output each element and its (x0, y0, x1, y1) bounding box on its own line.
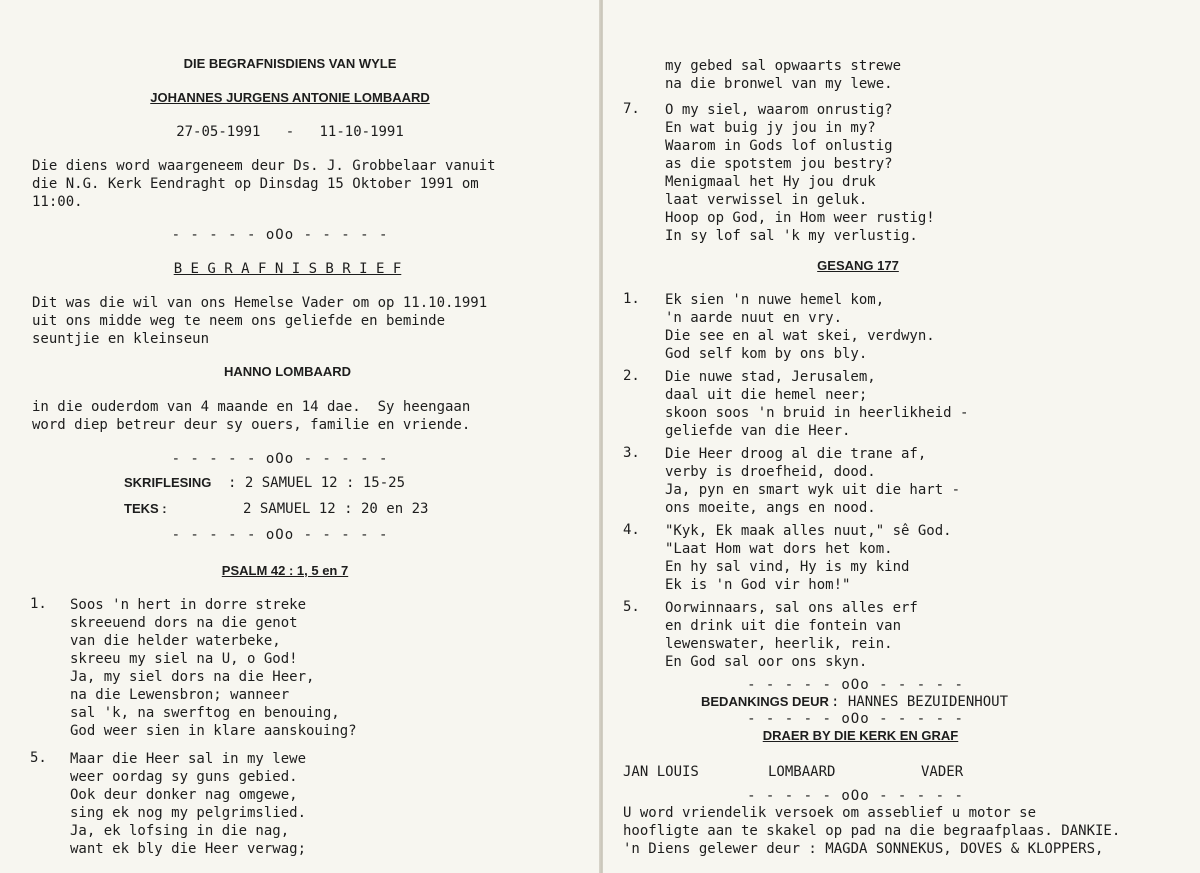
separator: - - - - - oOo - - - - - (747, 711, 964, 727)
deceased-full-name: JOHANNES JURGENS ANTONIE LOMBAARD (150, 90, 430, 105)
psalm-verse-1: Soos 'n hert in dorre streke skreeuend dors na die genot van die helder waterbeke, skreeu my siel na U, o God! Ja, my siel dors na die Heer, na die Lewensbron; wanneer sal 'k, na swerftog en benouing, God weer sien in klare aanskouing? (70, 597, 357, 739)
gesang-verse-2: Die nuwe stad, Jerusalem, daal uit die hemel neer; skoon soos 'n bruid in heerlikheid - geliefde van die Heer. (665, 369, 969, 439)
right-page (603, 0, 1200, 873)
bearer-first-name: JAN LOUIS (623, 764, 699, 780)
psalm-title: PSALM 42 : 1, 5 en 7 (221, 563, 349, 578)
verse-number: 1. (30, 596, 47, 612)
verse-number: 3. (623, 445, 640, 461)
text-value: 2 SAMUEL 12 : 20 en 23 (243, 501, 429, 517)
thanks-value: : HANNES BEZUIDENHOUT (831, 694, 1009, 710)
child-name: HANNO LOMBAARD (223, 364, 352, 379)
verse-number: 5. (30, 750, 47, 766)
service-details: Die diens word waargeneem deur Ds. J. Grobbelaar vanuit die N.G. Kerk Eendraght op Dinsdag 15 Oktober 1991 om 11:00. (32, 158, 496, 210)
letter-text: Dit was die wil van ons Hemelse Vader om op 11.10.1991 uit ons midde weg te neem ons geliefde en beminde seuntjie en kleinseun (32, 295, 488, 347)
separator: - - - - - oOo - - - - - (171, 227, 389, 243)
closing-text: U word vriendelik versoek om asseblief u motor se hoofligte aan te skakel op pad na die begraafplaas. DANKIE. 'n Diens gelewer deur : MAGDA SONNEKUS, DOVES & KLOPPERS, (623, 805, 1121, 857)
verse-number: 2. (623, 368, 640, 384)
age-text: in die ouderdom van 4 maande en 14 dae. Sy heengaan word diep betreur deur sy ouers, familie en vriende. (32, 399, 471, 433)
reading-value: : 2 SAMUEL 12 : 15-25 (228, 475, 406, 491)
reading-label: SKRIFLESING (124, 475, 212, 490)
thanks-label: BEDANKINGS DEUR (701, 694, 829, 709)
text-label: TEKS : (124, 501, 167, 516)
service-heading: DIE BEGRAFNISDIENS VAN WYLE (183, 56, 397, 71)
separator: - - - - - oOo - - - - - (171, 451, 389, 467)
bearers-title: DRAER BY DIE KERK EN GRAF (762, 728, 959, 743)
psalm-verse-5-continued: my gebed sal opwaarts strewe na die bronwel van my lewe. (665, 58, 902, 92)
separator: - - - - - oOo - - - - - (171, 527, 389, 543)
psalm-verse-5: Maar die Heer sal in my lewe weer oordag sy guns gebied. Ook deur donker nag omgewe, sing ek nog my pelgrimslied. Ja, ek lofsing in die nag, want ek bly die Heer verwag; (70, 751, 307, 857)
verse-number: 4. (623, 522, 640, 538)
bearer-role: VADER (921, 764, 964, 780)
verse-number: 7. (623, 101, 640, 117)
verse-number: 1. (623, 291, 640, 307)
psalm-verse-7: O my siel, waarom onrustig? En wat buig jy jou in my? Waarom in Gods lof onlustig as die spotstem jou bestry? Menigmaal het Hy jou druk laat verwissel in geluk. Hoop op God, in Hom weer rustig! In sy lof sal 'k my verlustig. (665, 102, 935, 244)
gesang-verse-5: Oorwinnaars, sal ons alles erf en drink uit die fontein van lewenswater, heerlik, rein. En God sal oor ons skyn. (665, 600, 918, 670)
verse-number: 5. (623, 599, 640, 615)
life-dates: 27-05-1991 - 11-10-1991 (176, 124, 404, 140)
separator: - - - - - oOo - - - - - (747, 677, 964, 693)
gesang-verse-1: Ek sien 'n nuwe hemel kom, 'n aarde nuut en vry. Die see en al wat skei, verdwyn. God self kom by ons bly. (665, 292, 935, 362)
separator: - - - - - oOo - - - - - (747, 788, 964, 804)
gesang-title: GESANG 177 (817, 258, 899, 273)
gesang-verse-3: Die Heer droog al die trane af, verby is droefheid, dood. Ja, pyn en smart wyk uit die hart - ons moeite, angs en nood. (665, 446, 961, 516)
letter-title: B E G R A F N I S B R I E F (173, 261, 402, 277)
bearer-surname: LOMBAARD (768, 764, 836, 780)
gesang-verse-4: "Kyk, Ek maak alles nuut," sê God. "Laat Hom wat dors het kom. En hy sal vind, Hy is my kind Ek is 'n God vir hom!" (665, 523, 952, 593)
